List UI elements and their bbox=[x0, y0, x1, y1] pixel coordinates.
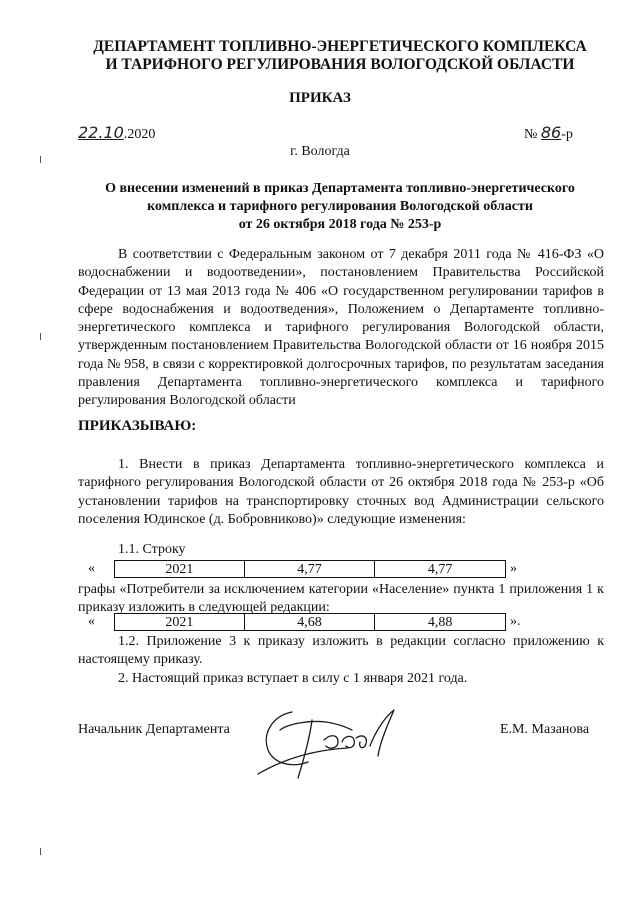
item-1-2-paragraph: 1.2. Приложение 3 к приказу изложить в редакции согласно приложению к настоящему приказу. bbox=[78, 634, 604, 668]
date-year: .2020 bbox=[123, 127, 156, 142]
subject-line2: комплекса и тарифного регулирования Вологодской области bbox=[147, 199, 533, 214]
number-suffix: -р bbox=[561, 127, 573, 142]
department-name-line2: И ТАРИФНОГО РЕГУЛИРОВАНИЯ ВОЛОГОДСКОЙ ОБЛАСТИ bbox=[105, 56, 575, 73]
order-number bbox=[524, 123, 573, 143]
department-name-line1: ДЕПАРТАМЕНТ ТОПЛИВНО-ЭНЕРГЕТИЧЕСКОГО КОМПЛЕКСА bbox=[93, 38, 587, 55]
row-new-value-1: 4,68 bbox=[244, 614, 375, 631]
row-new-value-2: 4,88 bbox=[375, 614, 506, 631]
row-new-close-quote: ». bbox=[510, 614, 521, 629]
subject-line3: от 26 октября 2018 года № 253-р bbox=[238, 217, 442, 232]
scan-mark bbox=[40, 848, 41, 855]
table-row bbox=[115, 561, 506, 578]
handwritten-number: 86 bbox=[540, 123, 562, 142]
item-2-paragraph: 2. Настоящий приказ вступает в силу с 1 января 2021 года. bbox=[118, 671, 468, 686]
number-prefix: № bbox=[524, 127, 538, 142]
city: г. Вологда bbox=[290, 144, 350, 159]
signatory-position: Начальник Департамента bbox=[78, 722, 230, 737]
subject-line1: О внесении изменений в приказ Департамента топливно-энергетического bbox=[105, 181, 575, 196]
scan-mark bbox=[40, 156, 41, 163]
tariff-row-old bbox=[114, 560, 506, 578]
order-date bbox=[78, 123, 155, 143]
tariff-row-new bbox=[114, 613, 506, 631]
table-row bbox=[115, 614, 506, 631]
row-new-year: 2021 bbox=[115, 614, 245, 631]
row-old-open-quote: « bbox=[88, 561, 95, 576]
order-title: ПРИКАЗ bbox=[289, 90, 351, 106]
orders-heading: ПРИКАЗЫВАЮ: bbox=[78, 418, 197, 434]
order-subject bbox=[60, 180, 620, 234]
row-old-value-1: 4,77 bbox=[244, 561, 375, 578]
item-1-1-continuation: графы «Потребители за исключением категории «Население» пункта 1 приложения 1 к приказу изложить в следующей редакции: bbox=[78, 582, 604, 616]
scan-mark bbox=[40, 333, 41, 340]
row-old-year: 2021 bbox=[115, 561, 245, 578]
item-1-paragraph: 1. Внести в приказ Департамента топливно-энергетического комплекса и тарифного регулирования Вологодской области от 26 октября 2018 года № 253-р «Об установлении тарифов на транспортировку сточных вод Администрации сельского поселения Юдинское (д. Бобровниково)» следующие изменения: bbox=[78, 457, 604, 527]
handwritten-signature bbox=[252, 690, 422, 785]
item-1-1-label: 1.1. Строку bbox=[118, 542, 186, 557]
row-new-open-quote: « bbox=[88, 614, 95, 629]
signatory-name: Е.М. Мазанова bbox=[500, 722, 590, 737]
preamble-paragraph: В соответствии с Федеральным законом от 7 декабря 2011 года № 416-ФЗ «О водоснабжении и водоотведении», постановлением Правительства Российской Федерации от 13 мая 2013 года № 406 «О государственном регулировании тарифов в сфере водоснабжения и водоотведения», Положением о Департаменте топливно-энергетического комплекса и тарифного регулирования Вологодской области, утвержденным постановлением Правительства Вологодской области от 16 ноября 2015 года № 958, в связи с корректировкой долгосрочных тарифов, по результатам заседания правления Департамента топливно-энергетического комплекса и тарифного регулирования Вологодской области bbox=[78, 247, 604, 409]
row-old-value-2: 4,77 bbox=[375, 561, 506, 578]
row-old-close-quote: » bbox=[510, 561, 517, 576]
handwritten-date: 22.10 bbox=[78, 123, 124, 142]
